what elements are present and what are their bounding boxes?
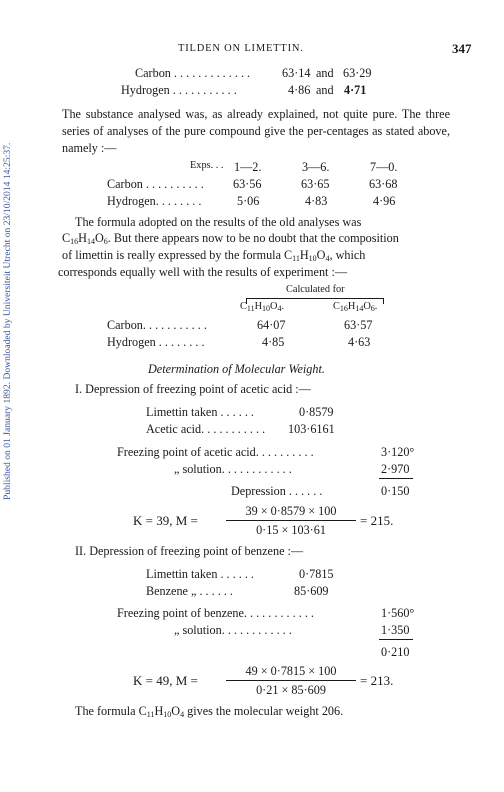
value: 0·210: [381, 645, 410, 659]
value: 63·29: [343, 66, 372, 80]
cell: 4·63: [348, 335, 371, 349]
running-title: TILDEN ON LIMETTIN.: [178, 43, 304, 54]
conjunction: and: [316, 66, 334, 80]
row-label: Hydrogen. . . . . . . .: [107, 194, 202, 208]
fraction-bar: [226, 520, 356, 521]
row-label: Carbon . . . . . . . . . .: [107, 177, 204, 191]
cell: 63·68: [369, 177, 398, 191]
value: 0·7815: [299, 567, 334, 581]
value: 85·609: [294, 584, 329, 598]
closing-sentence: The formula $C_{11}H_{10}O_4$ gives the molecular weight 206.: [75, 704, 344, 719]
value: 0·150: [381, 484, 410, 498]
formula-header: $C_{11}H_{10}O_4$.: [240, 301, 285, 313]
download-notice: Published on 01 January 1892. Downloaded by Universiteit Utrecht on 23/10/2014 14:25:37.: [2, 142, 13, 500]
row-label: Freezing point of acetic acid. . . . . . . . . .: [117, 445, 314, 459]
table-header-label: Exps. . .: [190, 160, 224, 171]
cell: 64·07: [257, 318, 286, 332]
cell: 4·85: [262, 335, 285, 349]
formula-header: $C_{16}H_{14}O_6$.: [333, 301, 378, 313]
value: 3·120°: [381, 445, 415, 459]
text-line: of limettin is really expressed by the formula $C_{11}H_{10}O_4$, which: [62, 248, 366, 263]
equation-numerator: 49 × 0·7815 × 100: [245, 664, 337, 678]
rule: [379, 478, 413, 479]
text-line: $C_{16}H_{14}O_6$. But there appears now to be no doubt that the composition: [62, 231, 399, 246]
cell: 63·56: [233, 177, 262, 191]
row-label: Limettin taken . . . . . .: [146, 405, 254, 419]
row-label: Freezing point of benzene. . . . . . . . . . . .: [117, 606, 314, 620]
value: 103·6161: [288, 422, 335, 436]
rule: [379, 639, 413, 640]
value: 2·970: [381, 462, 410, 476]
value: 1·350: [381, 623, 410, 637]
text-line: corresponds equally well with the results of experiment :—: [58, 265, 348, 279]
value: 1·560°: [381, 606, 415, 620]
paragraph: The substance analysed was, as already explained, not quite pure. The three series of analyses of the pure compound give the per-centages as stated above, namely :—: [62, 107, 450, 155]
section-heading: Determination of Molecular Weight.: [148, 362, 325, 376]
part-heading: II. Depression of freezing point of benzene :—: [75, 544, 304, 558]
cell: 4·83: [305, 194, 328, 208]
conjunction: and: [316, 83, 334, 97]
page-number: 347: [452, 41, 472, 56]
row-label: Limettin taken . . . . . .: [146, 567, 254, 581]
row-label: Acetic acid. . . . . . . . . . .: [146, 422, 266, 436]
row-label: Hydrogen . . . . . . . .: [107, 335, 205, 349]
row-label: Hydrogen . . . . . . . . . . .: [121, 83, 237, 97]
equation-result: = 215.: [360, 513, 394, 528]
equation-denominator: 0·21 × 85·609: [256, 683, 326, 697]
cell: 5·06: [237, 194, 260, 208]
calc-heading: Calculated for: [286, 284, 345, 295]
row-label: „ solution. . . . . . . . . . . .: [174, 623, 292, 637]
fraction-bar: [226, 680, 356, 681]
value: 63·14: [282, 66, 311, 80]
value: 4·86: [288, 83, 311, 97]
value: 0·8579: [299, 405, 334, 419]
cell: 63·57: [344, 318, 373, 332]
row-label: Depression . . . . . .: [231, 484, 323, 498]
cell: 4·96: [373, 194, 396, 208]
column-header: 7—0.: [370, 160, 398, 174]
row-label: Carbon. . . . . . . . . . .: [107, 318, 207, 332]
row-label: „ solution. . . . . . . . . . . .: [174, 462, 292, 476]
value: 4·71: [344, 83, 367, 97]
equation-denominator: 0·15 × 103·61: [256, 523, 326, 537]
cell: 63·65: [301, 177, 330, 191]
equation-left: K = 39, M =: [133, 513, 198, 528]
column-header: 3—6.: [302, 160, 330, 174]
column-header: 1—2.: [234, 160, 262, 174]
equation-left: K = 49, M =: [133, 673, 198, 688]
row-label: Benzene „ . . . . . .: [146, 584, 233, 598]
text-line: The formula adopted on the results of the old analyses was: [75, 215, 362, 229]
equation-numerator: 39 × 0·8579 × 100: [245, 504, 337, 518]
part-heading: I. Depression of freezing point of acetic acid :—: [75, 382, 311, 396]
row-label: Carbon . . . . . . . . . . . . .: [135, 66, 251, 80]
equation-result: = 213.: [360, 673, 394, 688]
